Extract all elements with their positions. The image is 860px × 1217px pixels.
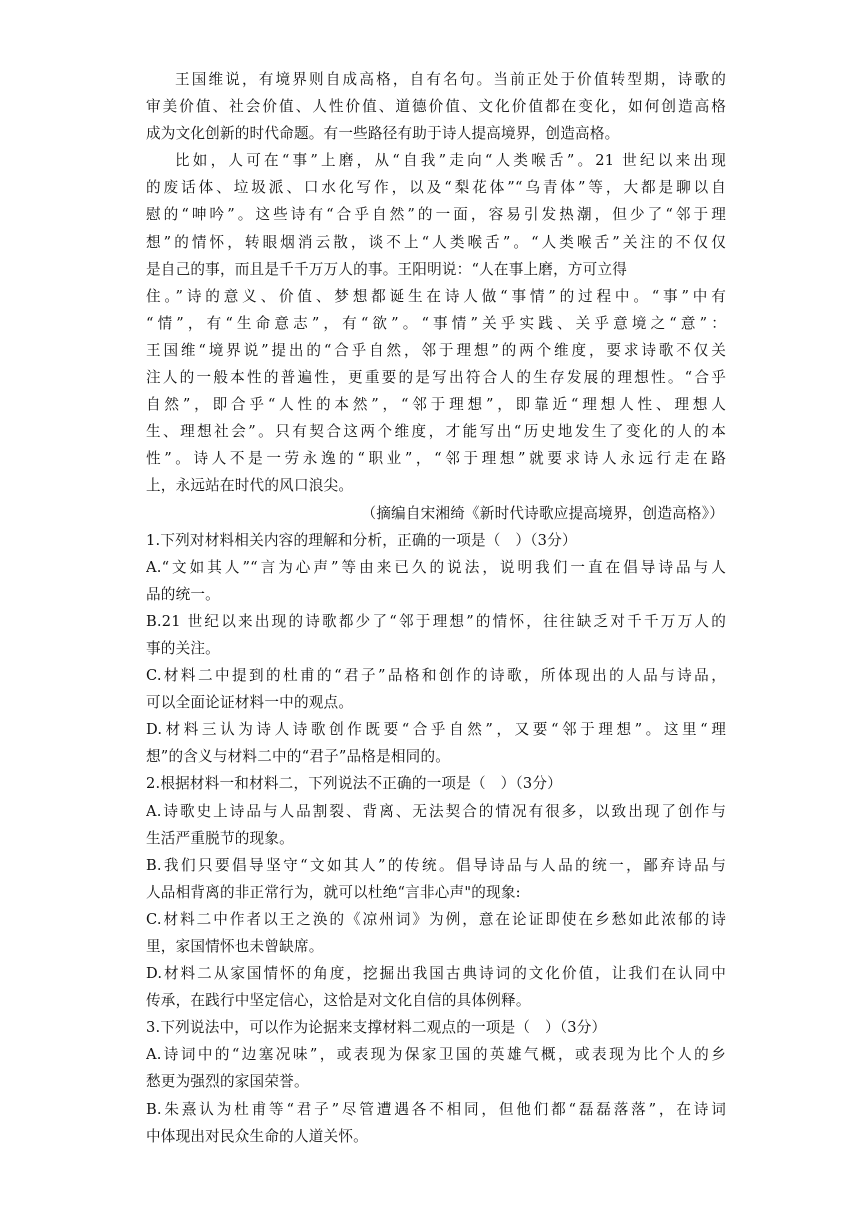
question-option: D.材料三认为诗人诗歌创作既要“合乎自然”，又要“邻于理想”。这里“理 (146, 721, 726, 739)
passage-line: 慰的“呻吟”。这些诗有“合乎自然”的一面，容易引发热潮，但少了“邻于理 (146, 206, 726, 224)
question-option: B.我们只要倡导坚守“文如其人”的传统。倡导诗品与人品的统一，鄙弃诗品与 (146, 856, 726, 874)
question-option: 品的统一。 (146, 585, 220, 603)
passage-line: 自然”，即合乎“人性的本然”，“邻于理想”，即靠近“理想人性、理想人 (146, 396, 726, 414)
question-option: A.诗词中的“边塞况味”，或表现为保家卫国的英雄气概，或表现为比个人的乡 (146, 1046, 726, 1064)
passage-line: 注人的一般本性的普遍性，更重要的是写出符合人的生存发展的理想性。“合乎 (146, 369, 726, 387)
question-option: 可以全面论证材料一中的观点。 (146, 694, 354, 712)
passage-line: 王国维“境界说”提出的“合乎自然，邻于理想”的两个维度，要求诗歌不仅关 (146, 341, 726, 359)
passage-line: 的废话体、垃圾派、口水化写作，以及“梨花体”“乌青体”等，大都是聊以自 (146, 179, 726, 197)
passage-line: 比如，人可在“事”上磨，从“自我”走向“人类喉舌”。21 世纪以来出现 (175, 152, 726, 170)
question-stem: 3.下列说法中，可以作为论据来支撑材料二观点的一项是（ ）（3分） (146, 1019, 607, 1037)
question-option: C.材料二中作者以王之涣的《凉州词》为例，意在论证即使在乡愁如此浓郁的诗 (146, 910, 726, 928)
question-option: 生活严重脱节的现象。 (146, 829, 294, 847)
question-option: 传承，在践行中坚定信心，这恰是对文化自信的具体例释。 (146, 992, 531, 1010)
passage-line: 想”的情怀，转眼烟消云散，谈不上“人类喉舌”。“人类喉舌”关注的不仅仅 (146, 233, 726, 251)
passage-line: 上，永远站在时代的风口浪尖。 (146, 477, 354, 495)
question-option: A.诗歌史上诗品与人品割裂、背离、无法契合的情况有很多，以致出现了创作与 (146, 802, 726, 820)
passage-line: 王国维说，有境界则自成高格，自有名句。当前正处于价值转型期，诗歌的 (175, 71, 726, 88)
passage (146, 66, 726, 527)
question-option: 愁更为强烈的家国荣誉。 (146, 1073, 309, 1091)
question-option: B.朱熹认为杜甫等“君子”尽管遭遇各不相同，但他们都“磊磊落落”，在诗词 (146, 1100, 726, 1118)
passage-line: 生、理想社会”。只有契合这两个维度，才能写出“历史地发生了变化的人的本 (146, 423, 726, 441)
question-option: 事的关注。 (146, 639, 220, 657)
question-option: 里，家国情怀也未曾缺席。 (146, 938, 324, 955)
passage-line: 住。”诗的意义、价值、梦想都诞生在诗人做“事情”的过程中。“事”中有 (146, 287, 726, 305)
question-option: 中体现出对民众生命的人道关怀。 (146, 1127, 368, 1145)
document-page (146, 66, 726, 1150)
question-option: D.材料二从家国情怀的角度，挖掘出我国古典诗词的文化价值，让我们在认同中 (146, 965, 726, 983)
passage-line: “情”，有“生命意志”，有“欲”。“事情”关乎实践、关乎意境之“意”： (146, 314, 726, 332)
passage-line: 性”。诗人不是一劳永逸的“职业”，“邻于理想”就要求诗人永远行走在路 (146, 450, 726, 468)
question-option: B.21 世纪以来出现的诗歌都少了“邻于理想”的情怀，往往缺乏对千千万万人的 (146, 612, 726, 630)
question-option: 人品相背离的非正常行为，就可以杜绝“言非心声"的现象: (146, 883, 521, 901)
passage-line: 是自己的事，而且是千千万万人的事。王阳明说：“人在事上磨，方可立得 (146, 260, 628, 278)
question-option: 想”的含义与材料二中的“君子”品格是相同的。 (146, 748, 451, 766)
passage-line: 审美价值、社会价值、人性价值、道德价值、文化价值都在变化，如何创造高格 (146, 98, 726, 116)
question-stem: 2.根据材料一和材料二，下列说法不正确的一项是（ ）（3分） (146, 775, 562, 793)
question-stem: 1.下列对材料相关内容的理解和分析，正确的一项是（ ）（3分） (146, 531, 577, 549)
question-option: A.“文如其人”“言为心声”等由来已久的说法，说明我们一直在倡导诗品与人 (146, 558, 726, 576)
question-option: C.材料二中提到的杜甫的“君子”品格和创作的诗歌，所体现出的人品与诗品， (146, 667, 726, 685)
questions (146, 527, 726, 1150)
passage-source: （摘编自宋湘绮《新时代诗歌应提高境界，创造高格》） (361, 504, 724, 522)
passage-line: 成为文化创新的时代命题。有一些路径有助于诗人提高境界，创造高格。 (146, 125, 620, 143)
